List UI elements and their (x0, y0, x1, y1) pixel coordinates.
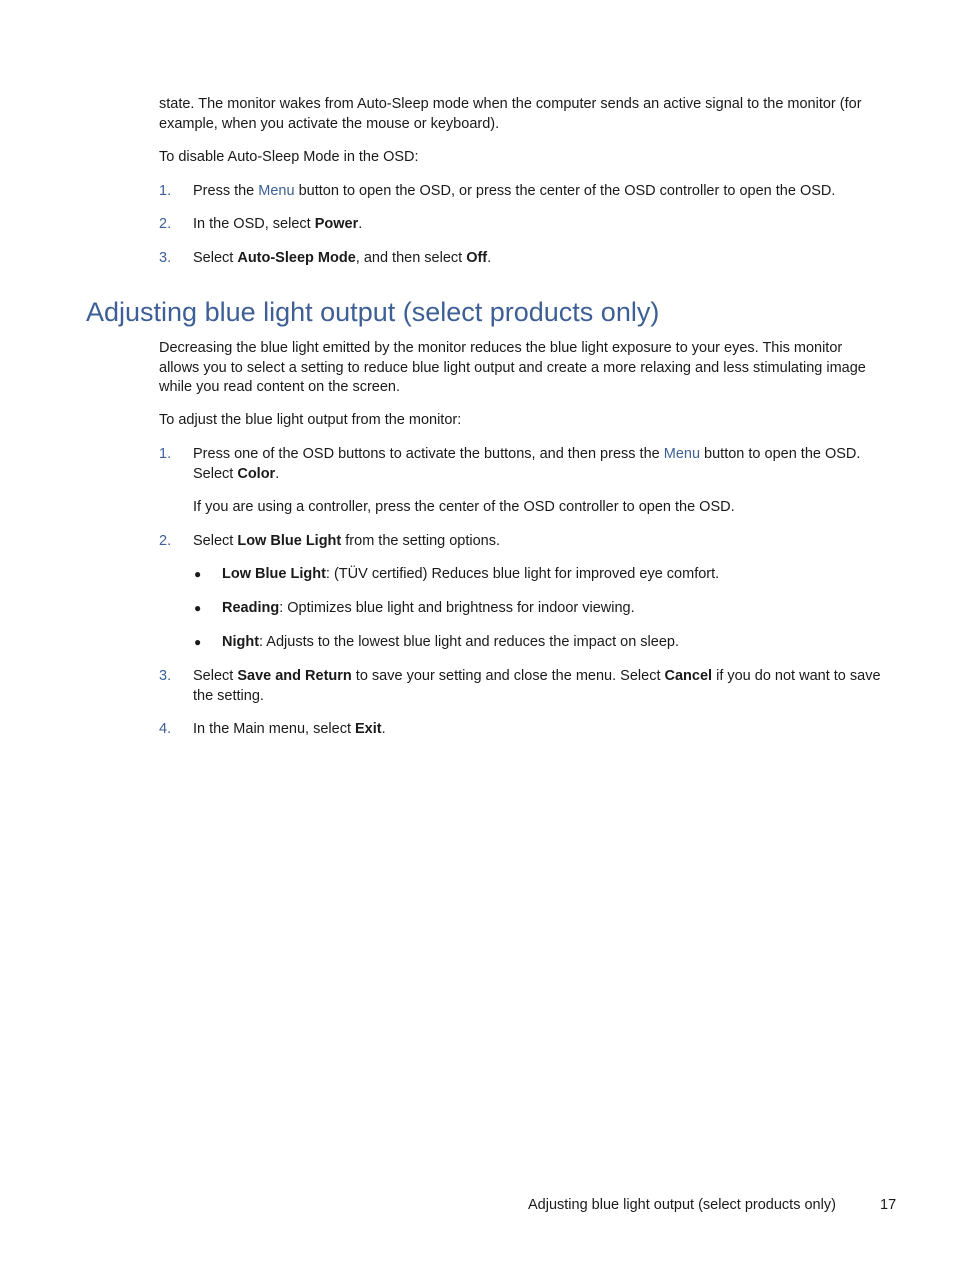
bullet-icon: ● (194, 635, 202, 649)
ui-term: Auto-Sleep Mode (237, 250, 356, 266)
step-number: 3. (159, 668, 172, 684)
ui-term: Low Blue Light (237, 533, 342, 549)
step-number: 2. (159, 216, 172, 232)
bullet-item-low-blue-light: Low Blue Light: (TÜV certified) Reduces blue light for improved eye comfort. (222, 566, 720, 582)
ui-term: Exit (355, 721, 382, 737)
step-number: 1. (159, 446, 172, 462)
ui-term: Color (237, 465, 276, 482)
footer-title: Adjusting blue light output (select products only) (528, 1197, 836, 1213)
ui-term: Save and Return (237, 668, 352, 684)
section-heading: Adjusting blue light output (select products only) (86, 297, 660, 327)
step-number: 2. (159, 533, 172, 549)
ui-term: Power (314, 216, 359, 232)
intro-step-2: In the OSD, select Power. (193, 216, 363, 232)
bullet-icon: ● (194, 601, 202, 615)
intro-step-3: Select Auto-Sleep Mode, and then select Off. (193, 250, 492, 266)
menu-link[interactable]: Menu (663, 446, 701, 462)
section-paragraph: Decreasing the blue light emitted by the monitor reduces the blue light exposure to your eyes. This monitor allows you to select a setting to reduce blue light output and create a more relaxing and less stimulating image while you read content on the screen. (159, 340, 866, 395)
section-step-1-note: If you are using a controller, press the center of the OSD controller to open the OSD. (193, 499, 735, 515)
ui-term: Off (466, 250, 488, 266)
step-number: 4. (159, 721, 172, 737)
bullet-icon: ● (194, 567, 202, 581)
intro-step-1: Press the Menu button to open the OSD, or press the center of the OSD controller to open the OSD. (193, 183, 836, 199)
intro-lead: To disable Auto-Sleep Mode in the OSD: (159, 149, 419, 165)
section-step-3: Select Save and Return to save your setting and close the menu. Select Cancel if you do not want to save the setting. (193, 668, 881, 704)
ui-term: Low Blue Light (222, 566, 326, 582)
bullet-item-night: Night: Adjusts to the lowest blue light and reduces the impact on sleep. (222, 634, 679, 650)
menu-link[interactable]: Menu (258, 183, 295, 199)
intro-paragraph: state. The monitor wakes from Auto-Sleep mode when the computer sends an active signal to the monitor (for example, when you activate the mouse or keyboard). (159, 96, 862, 132)
section-lead: To adjust the blue light output from the monitor: (159, 412, 462, 428)
ui-term: Cancel (664, 668, 713, 684)
bullet-item-reading: Reading: Optimizes blue light and brightness for indoor viewing. (222, 600, 635, 616)
step-number: 3. (159, 250, 172, 266)
section-step-4: In the Main menu, select Exit. (193, 721, 386, 737)
step-number: 1. (159, 183, 172, 199)
section-step-1: Press one of the OSD buttons to activate the buttons, and then press the Menu button to open the OSD. Select Color. (193, 446, 861, 482)
page-number: 17 (880, 1197, 897, 1213)
ui-term: Night (222, 634, 260, 650)
ui-term: Reading (222, 600, 280, 616)
section-step-2: Select Low Blue Light from the setting options. (193, 533, 501, 549)
